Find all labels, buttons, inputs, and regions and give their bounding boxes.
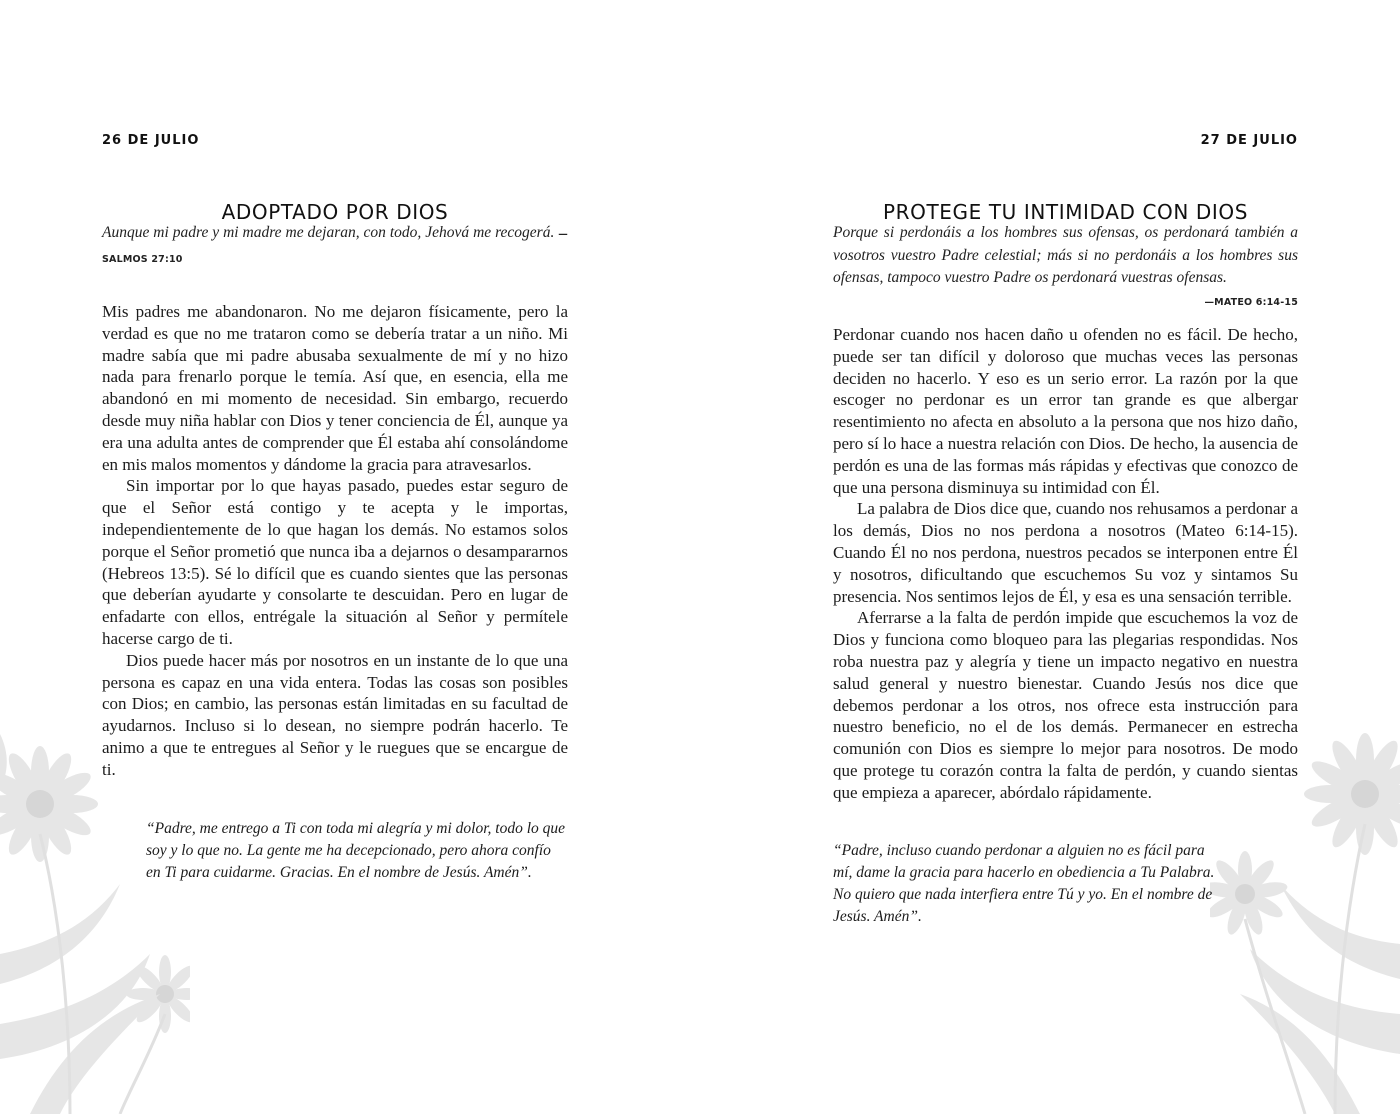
devotional-body: [102, 301, 568, 781]
page-date: 26 DE JULIO: [102, 133, 200, 148]
paragraph: Aferrarse a la falta de perdón impide que escuchemos la voz de Dios y funciona como bloqueo para las plegarias respondidas. Nos roba nuestra paz y alegría y tiene un impacto negativo en nuestra salud general y nuestro bienestar. Cuando Jesús nos dice que debemos perdonar a los otros, nos ofrece esta instrucción para nuestro beneficio, no el de los demás. Permanecer en estrecha comunión con Dios es siempre lo mejor para nosotros. De modo que protege tu corazón contra la falta de perdón, y cuando sientas que empieza a aparecer, abórdalo rápidamente.: [833, 608, 1298, 802]
scripture-verse: [102, 222, 568, 271]
page-date: 27 DE JULIO: [1200, 133, 1298, 148]
page-title: ADOPTADO POR DIOS: [221, 199, 449, 224]
right-page: [833, 0, 1298, 1114]
page-title: PROTEGE TU INTIMIDAD CON DIOS: [882, 199, 1249, 224]
verse-text: Aunque mi padre y mi madre me dejaran, con todo, Jehová me recogerá.: [102, 224, 555, 241]
paragraph: Perdonar cuando nos hacen daño u ofenden no es fácil. De hecho, puede ser tan difícil y doloroso que muchas veces las personas deciden no hacerlo. Y eso es un serio error. La razón por la que escoger no perdonar es un error tan grande es que albergar resentimiento no afecta en absoluto a la persona que nos hizo daño, pero sí lo hace a nuestra relación con Dios. De hecho, la ausencia de perdón es una de las formas más rápidas y efectivas que conozco de que una persona disminuya su intimidad con Él.: [833, 325, 1298, 497]
left-page: [102, 0, 568, 1114]
prayer: “Padre, me entrego a Ti con toda mi alegría y mi dolor, todo lo que soy y lo que no. La gente me ha decepcionado, pero ahora confío en Ti para cuidarme. Gracias. En el nombre de Jesús. Amén”.: [146, 820, 566, 881]
paragraph: La palabra de Dios dice que, cuando nos rehusamos a perdonar a los demás, Dios no nos perdona a nosotros (Mateo 6:14-15). Cuando Él no nos perdona, nuestros pecados se interponen entre Él y nosotros, dificultando que escuchemos Su voz y sintamos Su presencia. Nos sentimos lejos de Él, y esa es una sensación terrible.: [833, 499, 1298, 606]
paragraph: Dios puede hacer más por nosotros en un instante de lo que una persona es capaz en una vida entera. Todas las cosas son posibles con Dios; en cambio, las personas están limitadas en su facultad de ayudarnos. Incluso si lo desean, no siempre podrán hacerlo. Te animo a que te entregues al Señor y le ruegues que se encargue de ti.: [102, 650, 568, 779]
verse-reference: —MATEO 6:14-15: [1204, 296, 1298, 308]
scripture-verse: [833, 222, 1298, 314]
verse-reference: —SALMOS 27:10: [102, 229, 568, 265]
paragraph: Mis padres me abandonaron. No me dejaron físicamente, pero la verdad es que no me trataron como se debería tratar a un niño. Mi madre sabía que mi padre abusaba sexualmente de mí y no hizo nada para frenarlo porque le temía. Así que, en esencia, ella me abandonó en mi momento de necesidad. Sin embargo, recuerdo desde muy niña hablar con Dios y tener conciencia de Él, aunque ya era una adulta antes de comprender que Él estaba ahí consolándome en mis malos momentos y dándome la gracia para atravesarlos.: [102, 302, 568, 474]
devotional-body: [833, 324, 1298, 804]
paragraph: Sin importar por lo que hayas pasado, puedes estar seguro de que el Señor está contigo y te acepta y le importas, independientemente de lo que hagan los demás. No estamos solos porque el Señor prometió que nunca iba a dejarnos o desampararnos (Hebreos 13:5). Sé lo difícil que es cuando sientes que las personas que deberían ayudarte y consolarte te descuidan. Pero en lugar de enfadarte con ellos, entrégale la situación al Señor y permítele hacerse cargo de ti.: [102, 476, 568, 648]
prayer: “Padre, incluso cuando perdonar a alguien no es fácil para mí, dame la gracia para hacerlo en obediencia a Tu Palabra. No quiero que nada interfiera entre Tú y yo. En el nombre de Jesús. Amén”.: [833, 842, 1215, 925]
verse-text: Porque si perdonáis a los hombres sus ofensas, os perdonará también a vosotros vuestro Padre celestial; más si no perdonáis a los hombres sus ofensas, tampoco vuestro Padre os perdonará vuestras ofensas.: [833, 224, 1298, 286]
